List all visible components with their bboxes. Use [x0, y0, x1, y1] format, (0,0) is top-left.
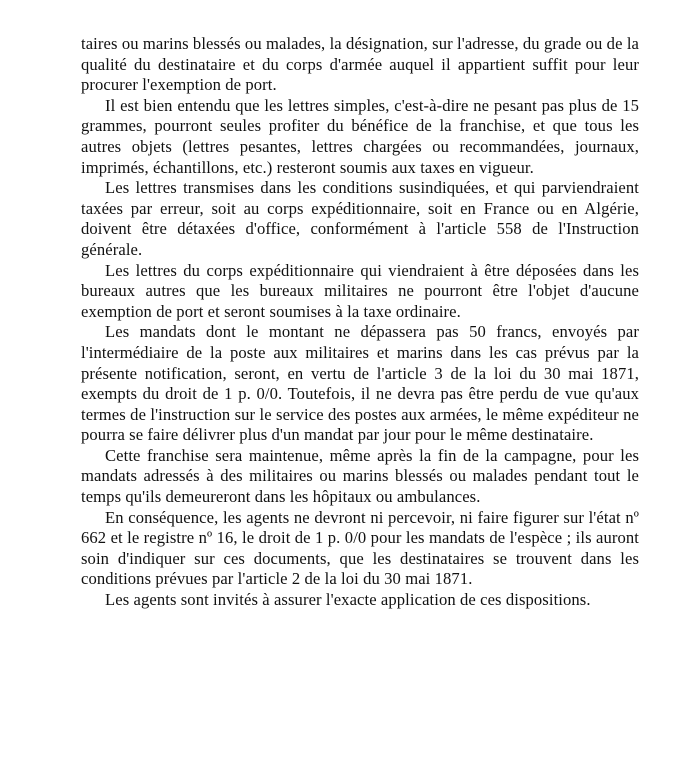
document-body [81, 34, 639, 611]
paragraph-non-military-offices: Les lettres du corps expéditionnaire qui viendraient à être déposées dans les bureaux autres que les bureaux militaires ne pourront être l'objet d'aucune exemption de port et seront soumises à la taxe ordinaire. [81, 260, 639, 321]
paragraph-final-instruction: Les agents sont invités à assurer l'exacte application de ces dispositions. [105, 590, 591, 610]
paragraph-franchise-limits: Il est bien entendu que les lettres simples, c'est-à-dire ne pesant pas plus de 15 grammes, pourront seules profiter du bénéfice de la franchise, et que tous les autres objets (lettres pesantes, lettres chargées ou recommandées, journaux, imprimés, échantillons, etc.) resteront soumis aux taxes en vigueur. [81, 95, 639, 177]
paragraph-consequence: En conséquence, les agents ne devront ni percevoir, ni faire figurer sur l'état nº 662 et le registre nº 16, le droit de 1 p. 0/0 pour les mandats de l'espèce ; ils auront soin d'indiquer sur ces documents, que les destinataires se trouvent dans les conditions prévues par l'article 2 de la loi du 30 mai 1871. [81, 507, 639, 589]
paragraph-continuation: taires ou marins blessés ou malades, la désignation, sur l'adresse, du grade ou de la qualité du destinataire et du corps d'armée auquel il appartient suffit pour leur procurer l'exemption de port. [81, 34, 639, 95]
paragraph-money-orders: Les mandats dont le montant ne dépassera pas 50 francs, envoyés par l'intermédiaire de la poste aux militaires et marins dans les cas prévus par la présente notification, seront, en vertu de l'article 3 de la loi du 30 mai 1871, exempts du droit de 1 p. 0/0. Toutefois, il ne devra pas être perdu de vue qu'aux termes de l'instruction sur le service des postes aux armées, le même expéditeur ne pourra se faire délivrer plus d'un mandat par jour pour le même destinataire. [81, 322, 639, 445]
paragraph-taxed-letters: Les lettres transmises dans les conditions susindiquées, et qui parviendraient taxées par erreur, soit au corps expéditionnaire, soit en France ou en Algérie, doivent être détaxées d'office, conformément à l'article 558 de l'Instruction générale. [81, 178, 639, 259]
paragraph-franchise-maintained: Cette franchise sera maintenue, même après la fin de la campagne, pour les mandats adressés à des militaires ou marins blessés ou malades pendant tout le temps qu'ils demeureront dans les hôpitaux ou ambulances. [81, 445, 639, 507]
